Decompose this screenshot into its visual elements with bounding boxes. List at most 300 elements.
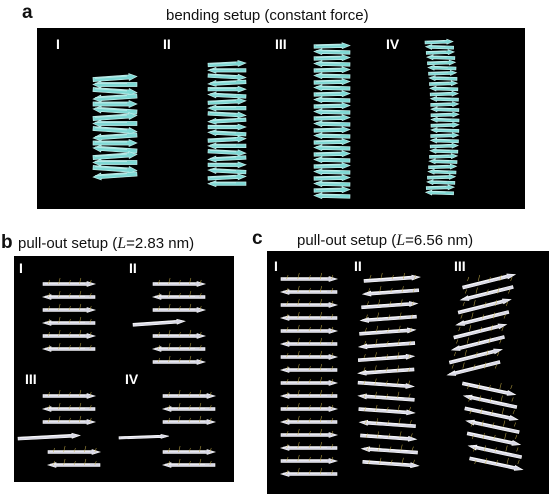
beta-strand [208,117,246,125]
strand-highlight [165,408,205,409]
beta-strand [429,81,457,87]
sidechain [467,277,469,281]
strand-ribbon [426,190,454,196]
beta-strand [208,124,246,130]
sidechain [508,290,510,294]
strand-ribbon [426,185,454,191]
strand-ribbon [314,139,350,146]
panel-c-title-variable: L [396,232,406,249]
panel-b-letter: b [1,232,13,253]
strand-highlight [50,464,90,465]
beta-strand [208,105,246,111]
strand-highlight [155,335,195,336]
beta-strand [431,117,459,123]
strand-ribbon [208,148,246,156]
sidechain [454,352,456,356]
panel-a-letter: a [22,2,33,23]
beta-strand [427,60,455,66]
beta-strand [430,86,458,92]
strand-ribbon [314,115,350,122]
beta-strand [208,92,246,100]
strand-highlight [95,83,127,84]
beta-strand [431,133,459,139]
sidechain [411,433,413,437]
beta-strand [431,127,459,133]
strand-ribbon [428,65,456,71]
strand-highlight [45,348,85,349]
strand-ribbon [314,73,350,80]
panel-b-stage-4-label: IV [125,371,139,387]
beta-strand [314,133,350,140]
panel-c-title [297,233,473,249]
sidechain [503,421,505,427]
sidechain [506,446,508,452]
beta-strand [430,143,458,149]
sidechain [412,447,414,451]
strand-highlight [210,163,236,164]
strand-highlight [464,276,505,287]
beta-strand [428,164,456,170]
pulled-strand [119,434,169,440]
strand-ribbon [208,86,246,92]
panel-c-title-suffix: =6.56 nm) [405,232,474,249]
strand-highlight [45,322,85,323]
panel-b-image [14,256,234,482]
strand-highlight [95,122,127,123]
sidechain [517,448,519,452]
strand-highlight [210,126,236,127]
strand-highlight [449,363,490,374]
panel-c-stage-3-label: III [454,258,466,274]
beta-strand [314,97,350,104]
beta-strand [359,407,415,416]
beta-strand [314,151,350,158]
beta-strand [314,139,350,146]
sidechain [370,275,372,279]
strand-highlight [467,408,508,418]
strand-highlight [456,326,497,337]
strand-ribbon [314,43,350,50]
beta-strand [314,193,350,200]
sidechain [474,300,476,306]
sidechain [495,365,497,369]
sidechain [511,277,512,281]
strand-ribbon [426,44,454,50]
strand-ribbon [429,75,457,81]
sidechain [461,315,463,319]
strand-ribbon [431,133,459,139]
strand-ribbon [363,288,419,297]
strand-highlight [453,338,494,349]
strand-highlight [155,283,195,284]
strand-highlight [465,383,506,393]
strand-ribbon [430,96,458,102]
beta-strand [430,148,458,154]
strand-ribbon [430,91,458,97]
beta-strand [359,341,415,350]
panel-a-title: bending setup (constant force) [166,7,369,24]
strand-ribbon [314,151,350,158]
beta-strand [314,175,350,182]
strand-ribbon [431,122,459,128]
strand-ribbon [429,81,457,87]
beta-strand [208,67,246,73]
strand-highlight [210,69,236,70]
sidechain [367,301,369,305]
sidechain [502,408,504,414]
sidechain [501,396,503,402]
panel-b-stage-3-label: III [25,371,37,387]
strand-ribbon [314,157,350,164]
sidechain [456,340,458,344]
beta-strand [93,81,137,88]
strand-ribbon [208,124,246,130]
panel-c-stage-2-label: II [354,258,362,274]
beta-strand [314,109,350,116]
strand-ribbon [314,181,350,188]
sidechain [507,458,509,464]
strand-ribbon [431,127,459,133]
strand-highlight [460,301,501,312]
beta-strand [208,155,246,163]
beta-strand [208,98,246,106]
strand-ribbon [314,121,350,128]
beta-strand [429,159,457,165]
panel-a-stage-1-label: I [56,36,60,52]
strand-ribbon [358,354,414,363]
strand-ribbon [430,86,458,92]
sidechain [500,340,502,344]
beta-strand [208,167,246,175]
strand-highlight [469,433,510,443]
panel-c-image [267,251,549,494]
sidechain [413,460,415,464]
strand-highlight [95,141,127,142]
strand-ribbon [426,49,454,55]
strand-ribbon [314,145,350,152]
strand-ribbon [427,179,455,185]
sidechain [409,394,411,398]
panel-c-title-prefix: pull-out setup ( [297,232,397,249]
sidechain [515,435,517,439]
strand-ribbon [93,159,137,166]
beta-strand [314,73,350,80]
beta-strand [314,49,350,56]
strand-highlight [155,348,195,349]
beta-strand [426,190,454,196]
strand-highlight [210,88,236,89]
strand-ribbon [314,67,350,74]
strand-ribbon [359,407,415,416]
strand-ribbon [430,143,458,149]
beta-strand [208,181,246,187]
beta-strand [208,79,246,87]
beta-strand [359,420,415,429]
beta-strand [431,112,459,118]
sidechain [452,365,454,369]
beta-strand [208,73,246,81]
strand-ribbon [314,133,350,140]
sidechain [408,381,410,385]
beta-strand [426,44,454,50]
strand-ribbon [428,70,456,76]
strand-highlight [95,102,127,103]
beta-strand [358,354,414,363]
strand-ribbon [429,159,457,165]
sidechain [497,352,499,356]
sidechain [476,288,478,294]
strand-ribbon [314,49,350,56]
beta-strand [467,431,521,447]
strand-highlight [45,395,85,396]
beta-strand [428,65,456,71]
strand-ribbon [314,127,350,134]
strand-ribbon [430,138,458,144]
panel-a-stage-4-label: IV [386,36,400,52]
strand-ribbon [467,431,521,447]
strand-highlight [45,335,85,336]
strand-highlight [95,161,127,162]
strand-highlight [155,309,195,310]
strand-highlight [462,288,503,299]
strand-ribbon [208,73,246,81]
strand-highlight [458,313,499,324]
sidechain [465,290,467,294]
beta-strand [426,49,454,55]
sidechain [511,385,512,389]
sidechain [504,315,506,319]
strand-ribbon [208,129,246,137]
sidechain [500,383,502,389]
strand-ribbon [314,85,350,92]
beta-strand [430,138,458,144]
beta-strand [314,181,350,188]
sidechain [459,327,461,331]
strand-ribbon [208,181,246,187]
strand-highlight [155,361,195,362]
strand-ribbon [425,39,453,45]
strand-ribbon [431,101,459,107]
strand-highlight [45,296,85,297]
strand-ribbon [359,420,415,429]
beta-strand [314,121,350,128]
strand-ribbon [208,67,246,73]
beta-strand [208,162,246,168]
strand-ribbon [428,164,456,170]
panel-a-stage-3-label: III [275,36,287,52]
beta-strand [363,288,419,297]
sidechain [469,325,471,331]
strand-ribbon [427,55,455,61]
strand-ribbon [314,79,350,86]
strand-highlight [45,309,85,310]
panel-b-title-suffix: =2.83 nm) [126,235,195,252]
strand-ribbon [314,97,350,104]
beta-strand [314,157,350,164]
strand-ribbon [429,153,457,159]
panel-a-stage-2-label: II [163,36,171,52]
beta-strand [431,101,459,107]
strand-ribbon [314,163,350,170]
bending-fibrils-figure [37,28,525,209]
beta-strand [431,107,459,113]
beta-strand [360,433,416,442]
pulled-strand [18,433,80,441]
sidechain [410,420,412,424]
beta-strand [208,148,246,156]
sidechain [463,363,465,369]
strand-ribbon [208,110,246,118]
strand-ribbon [208,92,246,100]
strand-ribbon [314,103,350,110]
strand-highlight [45,283,85,284]
sidechain [409,407,411,411]
strand-ribbon [208,105,246,111]
beta-strand [431,122,459,128]
strand-highlight [471,445,512,455]
beta-strand [428,70,456,76]
beta-strand [358,367,414,376]
strand-ribbon [431,117,459,123]
sidechain [506,302,508,306]
strand-ribbon [208,143,246,149]
beta-strand [208,129,246,137]
strand-highlight [165,421,205,422]
beta-strand [314,103,350,110]
beta-strand [361,446,417,455]
beta-strand [314,187,350,194]
strand-ribbon [314,187,350,194]
strand-ribbon [359,341,415,350]
strand-ribbon [314,169,350,176]
strand-highlight [45,421,85,422]
strand-ribbon [361,446,417,455]
strand-ribbon [358,367,414,376]
strand-highlight [472,458,513,468]
strand-ribbon [431,112,459,118]
beta-strand [314,145,350,152]
beta-strand [208,86,246,92]
sidechain [467,338,469,344]
strand-ribbon [361,301,417,310]
beta-strand [427,179,455,185]
beta-strand [208,136,246,144]
beta-strand [361,301,417,310]
sidechain [365,328,367,332]
strand-ribbon [430,148,458,154]
strand-ribbon [427,60,455,66]
panel-c-letter: c [252,228,263,249]
sidechain [472,313,474,319]
strand-highlight [155,296,195,297]
strand-highlight [466,395,507,405]
panel-b-title-prefix: pull-out setup ( [18,235,118,252]
strand-ribbon [314,175,350,182]
panel-b-stage-2-label: II [129,260,137,276]
beta-strand [430,96,458,102]
beta-strand [427,55,455,61]
sidechain [518,460,520,464]
panel-b-stage-1-label: I [19,260,23,276]
beta-strand [425,39,453,45]
strand-highlight [210,182,236,183]
pulled-strand [133,319,185,328]
sidechain [514,423,516,427]
strand-ribbon [314,55,350,62]
strand-highlight [165,395,205,396]
strand-ribbon [314,61,350,68]
sidechain [512,398,514,402]
beta-strand [314,61,350,68]
sidechain [502,327,504,331]
strand-ribbon [427,174,455,180]
sidechain [478,275,480,281]
strand-highlight [50,451,90,452]
panel-c-stage-1-label: I [274,258,278,274]
panel-b-title-variable: L [117,235,127,252]
beta-strand [208,143,246,149]
beta-strand [314,43,350,50]
strand-highlight [468,420,509,430]
sidechain [513,410,515,414]
strand-ribbon [428,169,456,175]
strand-ribbon [208,162,246,168]
beta-strand [314,115,350,122]
beta-strand [314,169,350,176]
strand-ribbon [360,433,416,442]
beta-strand [426,185,454,191]
strand-highlight [210,144,236,145]
panel-b-title [18,236,194,252]
beta-strand [430,91,458,97]
strand-highlight [165,464,205,465]
strand-ribbon [93,81,137,88]
beta-strand [314,55,350,62]
sidechain [505,433,507,439]
strand-ribbon [93,120,137,127]
beta-strand [314,127,350,134]
strand-highlight [165,451,205,452]
strand-ribbon [314,193,350,200]
pullout-long-figure [267,251,549,494]
beta-strand [208,60,246,68]
strand-ribbon [133,319,185,328]
strand-highlight [45,408,85,409]
beta-strand [427,174,455,180]
strand-ribbon [431,107,459,113]
beta-strand [314,85,350,92]
strand-highlight [210,107,236,108]
sidechain [463,302,465,306]
beta-strand [208,173,246,181]
beta-strand [93,159,137,166]
panel-a-image [37,28,525,209]
beta-strand [314,163,350,170]
beta-strand [429,153,457,159]
beta-strand [429,75,457,81]
beta-strand [208,110,246,118]
strand-ribbon [208,167,246,175]
sidechain [364,354,366,358]
beta-strand [428,169,456,175]
strand-ribbon [314,91,350,98]
pullout-short-figure [14,256,234,482]
beta-strand [93,120,137,127]
sidechain [465,350,467,356]
beta-strand [314,67,350,74]
beta-strand [314,79,350,86]
beta-strand [314,91,350,98]
